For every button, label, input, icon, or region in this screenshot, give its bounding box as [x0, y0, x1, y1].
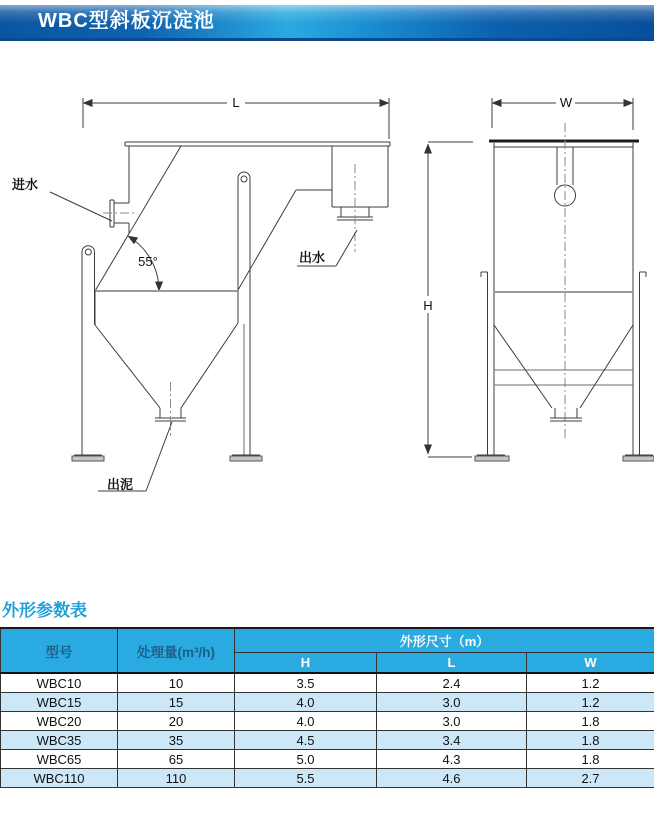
- table-row: [1, 769, 654, 788]
- params-table: [0, 627, 654, 788]
- cell-capacity: 35: [118, 731, 235, 750]
- front-view: [12, 94, 390, 492]
- cell-l: 3.0: [377, 712, 527, 731]
- cell-w: 1.8: [527, 750, 654, 769]
- side-view: [419, 94, 654, 461]
- table-row: [1, 693, 654, 712]
- cell-capacity: 20: [118, 712, 235, 731]
- cell-h: 4.0: [235, 712, 377, 731]
- cell-l: 3.4: [377, 731, 527, 750]
- cell-h: 5.0: [235, 750, 377, 769]
- cell-capacity: 10: [118, 673, 235, 693]
- cell-capacity: 110: [118, 769, 235, 788]
- outlet-label: 出水: [299, 250, 326, 265]
- cell-w: 1.8: [527, 712, 654, 731]
- cell-w: 1.2: [527, 673, 654, 693]
- col-header-l: L: [377, 653, 527, 674]
- inlet-label: 进水: [12, 177, 39, 192]
- col-header-h: H: [235, 653, 377, 674]
- technical-drawing: [0, 60, 654, 560]
- cell-capacity: 15: [118, 693, 235, 712]
- cell-l: 4.3: [377, 750, 527, 769]
- cell-model: WBC20: [1, 712, 118, 731]
- table-row: [1, 731, 654, 750]
- dim-h-label: H: [423, 298, 433, 313]
- cell-l: 2.4: [377, 673, 527, 693]
- section-title: 外形参数表: [2, 601, 87, 620]
- cell-model: WBC10: [1, 673, 118, 693]
- col-header-model: 型号: [1, 628, 118, 673]
- cell-h: 5.5: [235, 769, 377, 788]
- page-header-banner: [0, 5, 654, 41]
- cell-h: 4.5: [235, 731, 377, 750]
- cell-model: WBC65: [1, 750, 118, 769]
- cell-capacity: 65: [118, 750, 235, 769]
- dim-l-label: L: [232, 95, 240, 110]
- angle-label: 55°: [138, 254, 158, 269]
- page-title: WBC型斜板沉淀池: [38, 10, 215, 32]
- cell-w: 1.8: [527, 731, 654, 750]
- sludge-label: 出泥: [107, 477, 134, 492]
- params-table-body: [1, 673, 654, 788]
- cell-l: 4.6: [377, 769, 527, 788]
- cell-l: 3.0: [377, 693, 527, 712]
- col-header-capacity: 处理量(m³/h): [118, 628, 235, 673]
- cell-model: WBC35: [1, 731, 118, 750]
- cell-h: 4.0: [235, 693, 377, 712]
- table-row: [1, 712, 654, 731]
- params-table-header: [1, 628, 654, 673]
- col-header-dimensions: 外形尺寸（m）: [235, 628, 654, 653]
- cell-w: 2.7: [527, 769, 654, 788]
- cell-w: 1.2: [527, 693, 654, 712]
- cell-h: 3.5: [235, 673, 377, 693]
- table-row: [1, 673, 654, 693]
- cell-model: WBC15: [1, 693, 118, 712]
- cell-model: WBC110: [1, 769, 118, 788]
- table-row: [1, 750, 654, 769]
- col-header-w: W: [527, 653, 654, 674]
- dim-w-label: W: [559, 95, 573, 110]
